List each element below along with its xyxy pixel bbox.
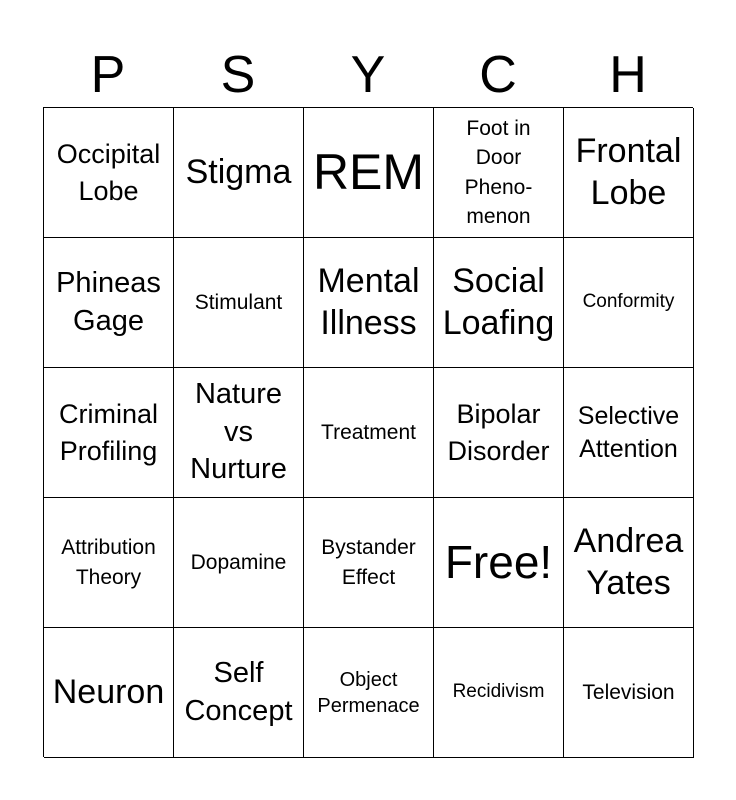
cell-label: Frontal Lobe (575, 132, 682, 212)
cell-label: Bystander Effect (321, 536, 416, 589)
cell-label: Television (582, 680, 675, 704)
header-letter-s: S (220, 46, 256, 104)
bingo-cell-stimulant[interactable] (174, 238, 304, 368)
bingo-cell-treatment[interactable] (304, 368, 434, 498)
cell-label: Conformity (582, 291, 675, 313)
cell-label: Mental Illness (317, 262, 420, 342)
cell-label: Object Permenace (317, 668, 420, 717)
bingo-cell-attribution-theory[interactable] (44, 498, 174, 628)
bingo-cell-phineas-gage[interactable] (44, 238, 174, 368)
bingo-cell-recidivism[interactable] (434, 628, 564, 758)
cell-label: Criminal Profiling (58, 398, 158, 466)
bingo-cell-object-permenace[interactable] (304, 628, 434, 758)
bingo-board (43, 107, 693, 757)
cell-label: Treatment (321, 420, 416, 444)
bingo-cell-occipital-lobe[interactable] (44, 108, 174, 238)
cell-label: Selective Attention (577, 402, 680, 463)
cell-label: Bipolar Disorder (447, 398, 550, 466)
cell-label: Free! (444, 536, 553, 589)
cell-label: Andrea Yates (573, 522, 684, 602)
header-letter-y: Y (350, 46, 386, 104)
bingo-cell-mental-illness[interactable] (304, 238, 434, 368)
bingo-cell-criminal-profiling[interactable] (44, 368, 174, 498)
cell-label: Nature vs Nurture (190, 377, 287, 486)
cell-label: Phineas Gage (56, 266, 161, 337)
bingo-cell-foot-in-door[interactable] (434, 108, 564, 238)
bingo-cell-dopamine[interactable] (174, 498, 304, 628)
bingo-cell-social-loafing[interactable] (434, 238, 564, 368)
bingo-cell-television[interactable] (564, 628, 694, 758)
bingo-cell-self-concept[interactable] (174, 628, 304, 758)
cell-label: Stigma (185, 152, 292, 191)
cell-label: Stimulant (194, 290, 283, 314)
cell-label: REM (312, 144, 425, 200)
header-letter-p: P (90, 46, 126, 104)
bingo-cell-neuron[interactable] (44, 628, 174, 758)
bingo-cell-stigma[interactable] (174, 108, 304, 238)
bingo-cell-frontal-lobe[interactable] (564, 108, 694, 238)
cell-label: Attribution Theory (61, 536, 156, 589)
cell-label: Social Loafing (442, 262, 555, 342)
header-letter-h: H (609, 46, 647, 104)
bingo-cell-bipolar-disorder[interactable] (434, 368, 564, 498)
cell-label: Self Concept (184, 656, 293, 727)
bingo-cell-nature-vs-nurture[interactable] (174, 368, 304, 498)
bingo-cell-free-space[interactable] (434, 498, 564, 628)
cell-label: Occipital Lobe (56, 138, 161, 206)
bingo-cell-andrea-yates[interactable] (564, 498, 694, 628)
cell-label: Dopamine (190, 550, 287, 574)
header-letter-c: C (479, 46, 517, 104)
bingo-cell-bystander-effect[interactable] (304, 498, 434, 628)
cell-label: Neuron (52, 672, 165, 711)
cell-label: Foot in Door Pheno- menon (464, 116, 533, 228)
bingo-cell-conformity[interactable] (564, 238, 694, 368)
bingo-cell-rem[interactable] (304, 108, 434, 238)
cell-label: Recidivism (452, 681, 545, 703)
bingo-cell-selective-attention[interactable] (564, 368, 694, 498)
bingo-header (43, 44, 693, 106)
